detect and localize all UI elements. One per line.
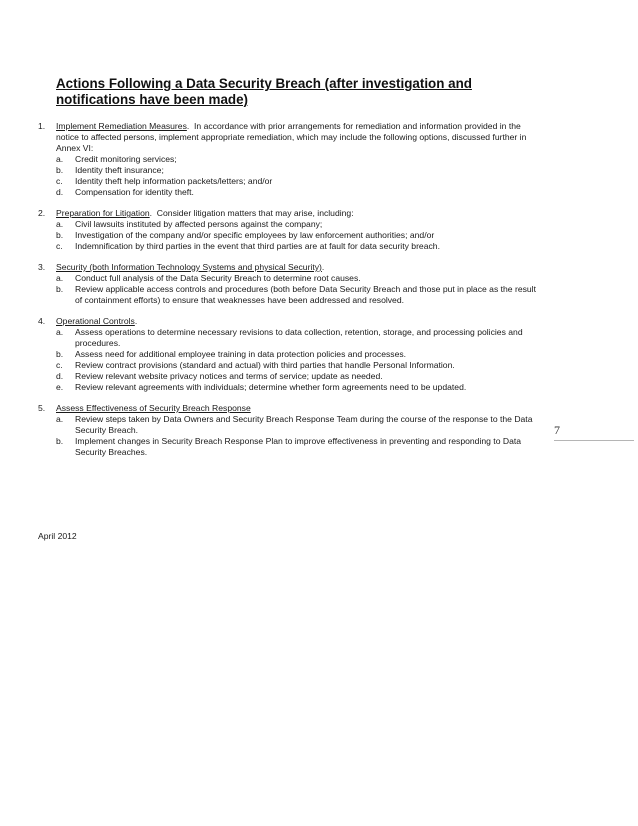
heading-suffix: . xyxy=(321,262,325,272)
sub-item xyxy=(56,273,538,284)
page-number-rule xyxy=(554,440,634,441)
sub-letter: a. xyxy=(56,327,64,337)
sub-letter: c. xyxy=(56,360,63,370)
sub-letter: d. xyxy=(56,371,64,381)
sub-letter: c. xyxy=(56,241,63,251)
item-heading: Assess Effectiveness of Security Breach Response xyxy=(56,403,251,413)
item-body xyxy=(56,262,538,273)
heading-suffix: . xyxy=(134,316,138,326)
item-heading: Security (both Information Technology Systems and physical Security) xyxy=(56,262,322,272)
sub-item xyxy=(56,360,538,371)
sub-text: Civil lawsuits instituted by affected persons against the company; xyxy=(75,219,323,229)
footer-date: April 2012 xyxy=(38,531,77,541)
sub-letter: c. xyxy=(56,176,63,186)
sub-letter: b. xyxy=(56,349,64,359)
item-heading: Implement Remediation Measures xyxy=(56,121,187,131)
sub-text: Identity theft insurance; xyxy=(75,165,164,175)
item-heading: Operational Controls xyxy=(56,316,135,326)
sub-item xyxy=(56,176,538,187)
action-list xyxy=(38,121,538,468)
sub-text: Assess operations to determine necessary revisions to data collection, retention, storage, and processing policies and procedures. xyxy=(75,327,523,348)
list-item-security xyxy=(38,262,538,306)
sub-item xyxy=(56,349,538,360)
document-title: Actions Following a Data Security Breach (after investigation and notifications have been made) xyxy=(56,76,472,107)
sub-text: Credit monitoring services; xyxy=(75,154,177,164)
sub-letter: e. xyxy=(56,382,64,392)
sub-letter: b. xyxy=(56,230,64,240)
sub-item xyxy=(56,382,538,393)
sub-text: Indemnification by third parties in the event that third parties are at fault for data security breach. xyxy=(75,241,440,251)
item-number: 2. xyxy=(38,208,46,218)
sub-item xyxy=(56,414,538,436)
sub-text: Review relevant agreements with individuals; determine whether form agreements need to be updated. xyxy=(75,382,467,392)
sub-item xyxy=(56,371,538,382)
item-text: Consider litigation matters that may arise, including: xyxy=(152,208,354,218)
item-number: 4. xyxy=(38,316,46,326)
sub-item xyxy=(56,154,538,165)
sub-item xyxy=(56,219,538,230)
sub-letter: b. xyxy=(56,436,64,446)
sub-letter: d. xyxy=(56,187,64,197)
item-number: 1. xyxy=(38,121,46,131)
heading-suffix: . xyxy=(149,208,153,218)
sub-letter: a. xyxy=(56,219,64,229)
sub-text: Conduct full analysis of the Data Security Breach to determine root causes. xyxy=(75,273,361,283)
sub-text: Review contract provisions (standard and actual) with third parties that handle Personal Information. xyxy=(75,360,455,370)
sub-letter: b. xyxy=(56,165,64,175)
sub-item xyxy=(56,187,538,198)
sub-item xyxy=(56,284,538,306)
sub-item xyxy=(56,165,538,176)
sub-text: Investigation of the company and/or specific employees by law enforcement authorities; and/or xyxy=(75,230,435,240)
sub-letter: b. xyxy=(56,284,64,294)
sub-text: Identity theft help information packets/letters; and/or xyxy=(75,176,273,186)
sub-letter: a. xyxy=(56,154,64,164)
page-number: 7 xyxy=(554,423,560,437)
list-item-assess-effectiveness xyxy=(38,403,538,458)
sub-text: Review applicable access controls and procedures (both before Data Security Breach and those put in place as the result of containment efforts) to ensure that weaknesses have been addressed and resolved. xyxy=(75,284,536,305)
item-body xyxy=(56,316,538,327)
item-body xyxy=(56,121,538,154)
item-text: In accordance with prior arrangements for remediation and information provided in the notice to affected persons, implement appropriate remediation, which may include the following options, discussed further in Annex VI: xyxy=(56,121,529,153)
list-item-remediation xyxy=(38,121,538,198)
item-body xyxy=(56,208,538,219)
item-body xyxy=(56,403,538,414)
sub-text: Assess need for additional employee training in data protection policies and processes. xyxy=(75,349,407,359)
sub-letter: a. xyxy=(56,273,64,283)
sub-item xyxy=(56,327,538,349)
list-item-operational-controls xyxy=(38,316,538,393)
item-number: 3. xyxy=(38,262,46,272)
sub-text: Compensation for identity theft. xyxy=(75,187,194,197)
sub-letter: a. xyxy=(56,414,64,424)
list-item-litigation xyxy=(38,208,538,252)
sub-item xyxy=(56,230,538,241)
sub-text: Implement changes in Security Breach Response Plan to improve effectiveness in preventing and responding to Data Security Breaches. xyxy=(75,436,522,457)
item-heading: Preparation for Litigation xyxy=(56,208,150,218)
sub-item xyxy=(56,241,538,252)
sub-text: Review steps taken by Data Owners and Security Breach Response Team during the course of the response to the Data Security Breach. xyxy=(75,414,533,435)
sub-item xyxy=(56,436,538,458)
item-number: 5. xyxy=(38,403,46,413)
sub-text: Review relevant website privacy notices and terms of service; update as needed. xyxy=(75,371,383,381)
heading-suffix: . xyxy=(186,121,190,131)
